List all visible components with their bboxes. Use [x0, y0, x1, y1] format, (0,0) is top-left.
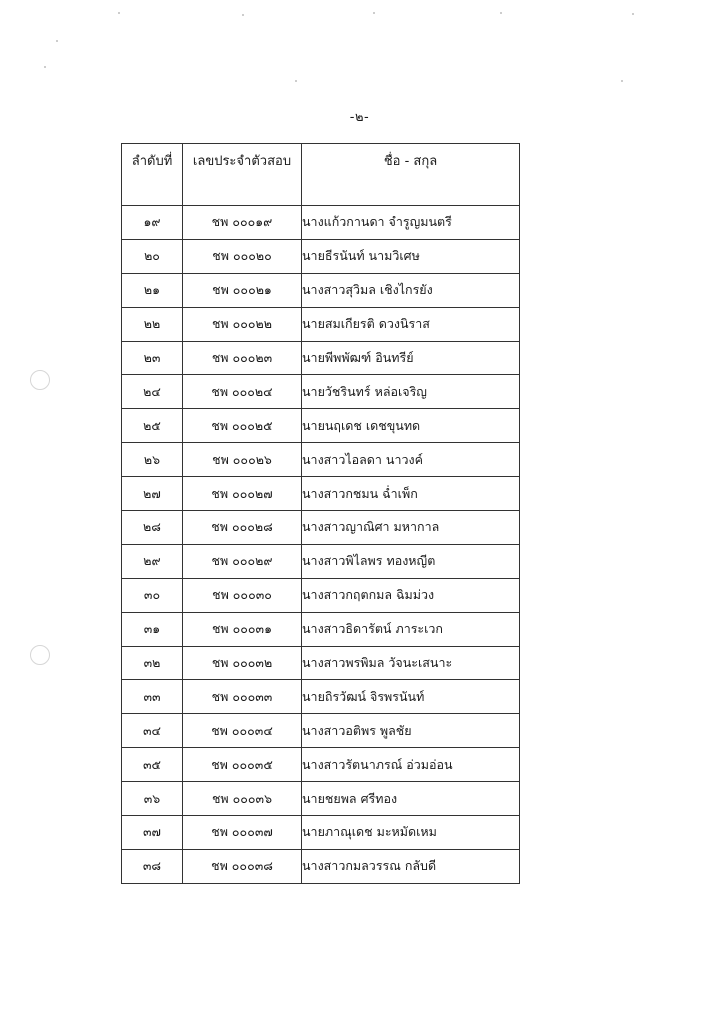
full-name-cell: นางสาวพรพิมล วัจนะเสนาะ	[302, 646, 520, 680]
scan-speck	[373, 12, 375, 14]
order-number-cell: ๒๖	[122, 443, 183, 477]
order-number-cell: ๓๕	[122, 748, 183, 782]
table-row	[122, 341, 520, 375]
order-number-cell: ๓๖	[122, 782, 183, 816]
full-name-cell: นายนฤเดช เดชขุนทด	[302, 409, 520, 443]
exam-id-cell: ชพ ๐๐๐๓๑	[183, 612, 302, 646]
full-name-cell: นายถิรวัฒน์ จิรพรนันท์	[302, 680, 520, 714]
scan-speck	[500, 12, 502, 14]
order-number-cell: ๒๔	[122, 375, 183, 409]
exam-id-cell: ชพ ๐๐๐๒๐	[183, 239, 302, 273]
exam-id-cell: ชพ ๐๐๐๒๕	[183, 409, 302, 443]
scan-speck	[295, 80, 297, 82]
table-row	[122, 544, 520, 578]
full-name-cell: นางสาวไอลดา นาวงค์	[302, 443, 520, 477]
full-name-cell: นายวัชรินทร์ หล่อเจริญ	[302, 375, 520, 409]
exam-id-cell: ชพ ๐๐๐๓๔	[183, 714, 302, 748]
exam-id-cell: ชพ ๐๐๐๒๗	[183, 477, 302, 511]
full-name-cell: นางสาวอติพร พูลชัย	[302, 714, 520, 748]
scan-speck	[621, 80, 623, 82]
table-row	[122, 578, 520, 612]
full-name-cell: นางสาวพิไลพร ทองหญีต	[302, 544, 520, 578]
exam-id-cell: ชพ ๐๐๐๒๙	[183, 544, 302, 578]
exam-id-cell: ชพ ๐๐๐๒๔	[183, 375, 302, 409]
header-full-name: ชื่อ - สกุล	[302, 144, 520, 206]
table-row	[122, 443, 520, 477]
full-name-cell: นางสาวกชมน ฉ่ำเพ็ก	[302, 477, 520, 511]
exam-id-cell: ชพ ๐๐๐๒๓	[183, 341, 302, 375]
scan-speck	[242, 14, 244, 16]
order-number-cell: ๓๑	[122, 612, 183, 646]
order-number-cell: ๓๔	[122, 714, 183, 748]
scan-speck	[56, 40, 58, 42]
table-row	[122, 239, 520, 273]
scan-speck	[118, 12, 120, 14]
table-row	[122, 612, 520, 646]
scan-speck	[44, 66, 46, 68]
order-number-cell: ๓๗	[122, 816, 183, 850]
header-exam-id: เลขประจำตัวสอบ	[183, 144, 302, 206]
order-number-cell: ๒๓	[122, 341, 183, 375]
full-name-cell: นางสาวกฤตกมล ฉิมม่วง	[302, 578, 520, 612]
exam-id-cell: ชพ ๐๐๐๒๘	[183, 511, 302, 545]
examinee-table	[121, 143, 520, 884]
order-number-cell: ๓๐	[122, 578, 183, 612]
full-name-cell: นายสมเกียรติ ดวงนิราส	[302, 307, 520, 341]
table-row	[122, 273, 520, 307]
order-number-cell: ๒๕	[122, 409, 183, 443]
table-row	[122, 511, 520, 545]
table-body	[122, 206, 520, 884]
full-name-cell: นางสาวญาณิศา มหากาล	[302, 511, 520, 545]
exam-id-cell: ชพ ๐๐๐๓๘	[183, 849, 302, 883]
order-number-cell: ๑๙	[122, 206, 183, 240]
full-name-cell: นายพีพพัฒฑ์ อินทรีย์	[302, 341, 520, 375]
order-number-cell: ๒๙	[122, 544, 183, 578]
full-name-cell: นางสาวกมลวรรณ กลับดี	[302, 849, 520, 883]
order-number-cell: ๓๒	[122, 646, 183, 680]
order-number-cell: ๓๓	[122, 680, 183, 714]
full-name-cell: นายภาณุเดช มะหมัดเหม	[302, 816, 520, 850]
table-row	[122, 477, 520, 511]
table-row	[122, 714, 520, 748]
exam-id-cell: ชพ ๐๐๐๓๐	[183, 578, 302, 612]
full-name-cell: นางสาวสุวิมล เชิงไกรยัง	[302, 273, 520, 307]
table-row	[122, 849, 520, 883]
exam-id-cell: ชพ ๐๐๐๓๓	[183, 680, 302, 714]
exam-id-cell: ชพ ๐๐๐๒๑	[183, 273, 302, 307]
order-number-cell: ๓๘	[122, 849, 183, 883]
exam-id-cell: ชพ ๐๐๐๓๗	[183, 816, 302, 850]
full-name-cell: นางแก้วกานดา จำรูญมนตรี	[302, 206, 520, 240]
exam-id-cell: ชพ ๐๐๐๓๕	[183, 748, 302, 782]
order-number-cell: ๒๒	[122, 307, 183, 341]
full-name-cell: นายธีรนันท์ นามวิเศษ	[302, 239, 520, 273]
table-row	[122, 307, 520, 341]
exam-id-cell: ชพ ๐๐๐๒๒	[183, 307, 302, 341]
order-number-cell: ๒๐	[122, 239, 183, 273]
header-order-number: ลำดับที่	[122, 144, 183, 206]
order-number-cell: ๒๘	[122, 511, 183, 545]
scan-speck	[632, 13, 634, 15]
exam-id-cell: ชพ ๐๐๐๓๖	[183, 782, 302, 816]
full-name-cell: นางสาวธิดารัตน์ ภาระเวก	[302, 612, 520, 646]
exam-id-cell: ชพ ๐๐๐๓๒	[183, 646, 302, 680]
table-row	[122, 748, 520, 782]
table-row	[122, 409, 520, 443]
table-row	[122, 375, 520, 409]
table-header-row	[122, 144, 520, 206]
punch-hole-mark	[30, 370, 50, 390]
punch-hole-mark	[30, 645, 50, 665]
order-number-cell: ๒๑	[122, 273, 183, 307]
table-row	[122, 680, 520, 714]
table-row	[122, 816, 520, 850]
order-number-cell: ๒๗	[122, 477, 183, 511]
exam-id-cell: ชพ ๐๐๐๑๙	[183, 206, 302, 240]
full-name-cell: นางสาวรัตนาภรณ์ อ่วมอ่อน	[302, 748, 520, 782]
table-row	[122, 782, 520, 816]
table-row	[122, 206, 520, 240]
table-row	[122, 646, 520, 680]
full-name-cell: นายชยพล ศรีทอง	[302, 782, 520, 816]
page-number: -๒-	[349, 110, 370, 125]
exam-id-cell: ชพ ๐๐๐๒๖	[183, 443, 302, 477]
